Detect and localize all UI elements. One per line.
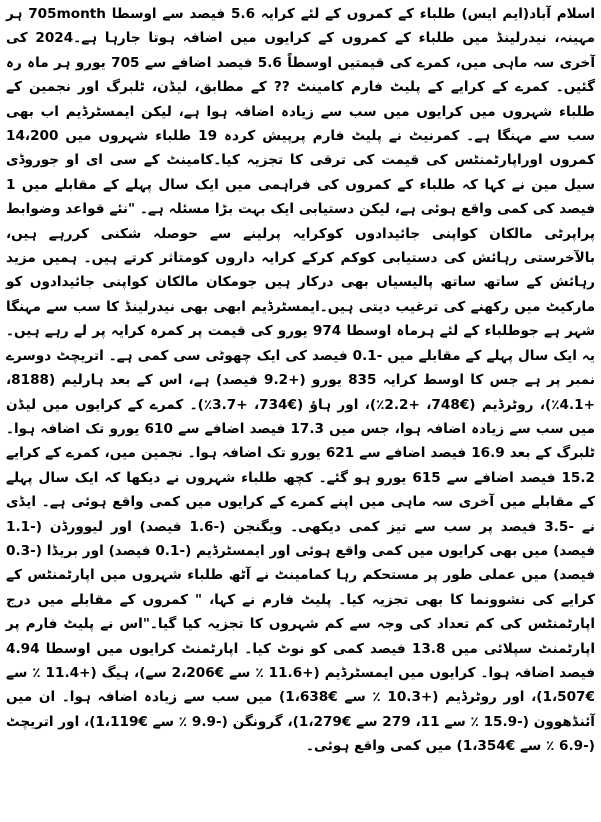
article-text: اسلام آباد(ایم ایس) طلباء کے کمروں کے لئے کرایہ 5.6 فیصد سے اوسطا 705month ہر مہینہ، نیدرلینڈ میں طلباء کے کمروں کے کرایوں میں اضافہ ہوتا جارہا ہے۔2024 کی آخری سہ ماہی میں، کمرے کی قیمتیں اوسطاً 5.6 فیصد اضافے سے 705 یورو ہر ماہ رہ گئیں۔ کمرے کے کرایے کے پلیٹ فارم کامینٹ ?? کے مطابق، لیڈن، ٹلبرگ اور نجمین کے طلباء شہروں میں کرایوں میں سب سے زیادہ اضافہ ہوا ہے، لیکن ایمسٹرڈیم اب بھی سب سے مہنگا ہے۔ کمرنیٹ نے پلیٹ فارم پرپیش کردہ 19 طلباء شہروں میں 14،200 کمروں اوراپارٹمنٹس کی قیمت کی ترقی کا تجزیہ کیا۔کامینٹ کے سی ای او جوروڈی سیل مین نے کہا کہ طلباء کے کمروں کی فراہمی میں ایک سال پہلے کے مقابلے میں 1 فیصد کی کمی واقع ہوئی ہے، لیکن دستیابی ایک بہت بڑا مسئلہ ہے۔ "نئے قواعد وضوابط پراپرٹی مالکان کواپنی جائیدادوں کوکرایہ پرلینے سے حوصلہ شکنی کررہے ہیں، بالآخرستی رہائش کی دستیابی کوکم کرکے کرایہ داروں کومتاثر کرتے ہیں۔ ہمیں مزید رہائش کے ساتھ ساتھ پالیسیاں بھی درکار ہیں جومکان مالکان کواپنی جائیدادوں کو مارکیٹ میں رکھنے کی ترغیب دیتی ہیں۔ایمسٹرڈیم ابھی بھی نیدرلینڈ کا سب سے مہنگا شہر ہے جوطلباء کے لئے ہرماہ اوسطا 974 یورو کی قیمت پر کمرہ کرایہ پر لے رہے ہیں۔ یہ ایک سال پہلے کے مقابلے میں -0.1 فیصد کی ایک چھوٹی سی کمی ہے۔ اتریچٹ دوسرے نمبر پر ہے جس کا اوسط کرایہ 835 یورو (+9.2 فیصد) ہے، اس کے بعد ہارلیم (8188، +4.1٪)، روٹرڈیم (€748، +2.2٪)، اور ہاؤ (€734، +3.7٪)۔ کمرے کے کرایوں میں لیڈن میں سب سے زیادہ اضافہ ہوا، جس میں 17.3 فیصد اضافے سے 610 یورو تک اضافہ ہوا۔ ٹلبرگ کے بعد 16.9 فیصد اضافے سے 621 یورو تک اضافہ ہوا۔ نجمین میں، کمرے کے کرایے 15.2 فیصد اضافے سے 615 یورو ہو گئے۔ کچھ طلباء شہروں نے دیکھا کہ ایک سال پہلے کے مقابلے میں آخری سہ ماہی میں اپنے کمرے کے کرایوں میں کمی واقع ہوئی ہے۔ ایڈی نے -3.5 فیصد پر سب سے تیز کمی دیکھی۔ ویگنجن (-1.6 فیصد) اور لیوورڈن (-1.1 فیصد) میں بھی کرایوں میں کمی واقع ہوئی اور ایمسٹرڈیم (-0.1 فیصد) اور بریڈا (-0.3 فیصد) میں عملی طور پر مستحکم رہا کمامینٹ نے آٹھ طلباء شہروں میں اپارٹمنٹس کے کرایے کی نشوونما کا بھی تجزیہ کیا۔ پلیٹ فارم نے کہا، " کمروں کے مقابلے میں درج اپارٹمنٹس کی کم تعداد کی وجہ سے کم شہروں کا تجزیہ کیا گیا۔"اس نے پلیٹ فارم پر اپارٹمنٹ سپلائی میں 13.8 فیصد کمی کو نوٹ کیا۔ اپارٹمنٹ کرایوں میں اوسطا 4.94 فیصد اضافہ ہوا۔ کرایوں میں ایمسٹرڈیم (+11.6 ٪ سے €2،206 سے)، ہیگ (+11.4 ٪ سے €1،507)، اور روٹرڈیم (+10.3 ٪ سے €1،638) میں سب سے زیادہ اضافہ ہوا۔ ان میں آئنڈھوون (-15.9 ٪ سے 11، 279 سے €1،279)، گرونگن (-9.9 ٪ سے €1،119)، اور اتریچٹ (-6.9 ٪ سے €1،354) میں کمی واقع ہوئی۔ <box>6 6 596 755</box>
